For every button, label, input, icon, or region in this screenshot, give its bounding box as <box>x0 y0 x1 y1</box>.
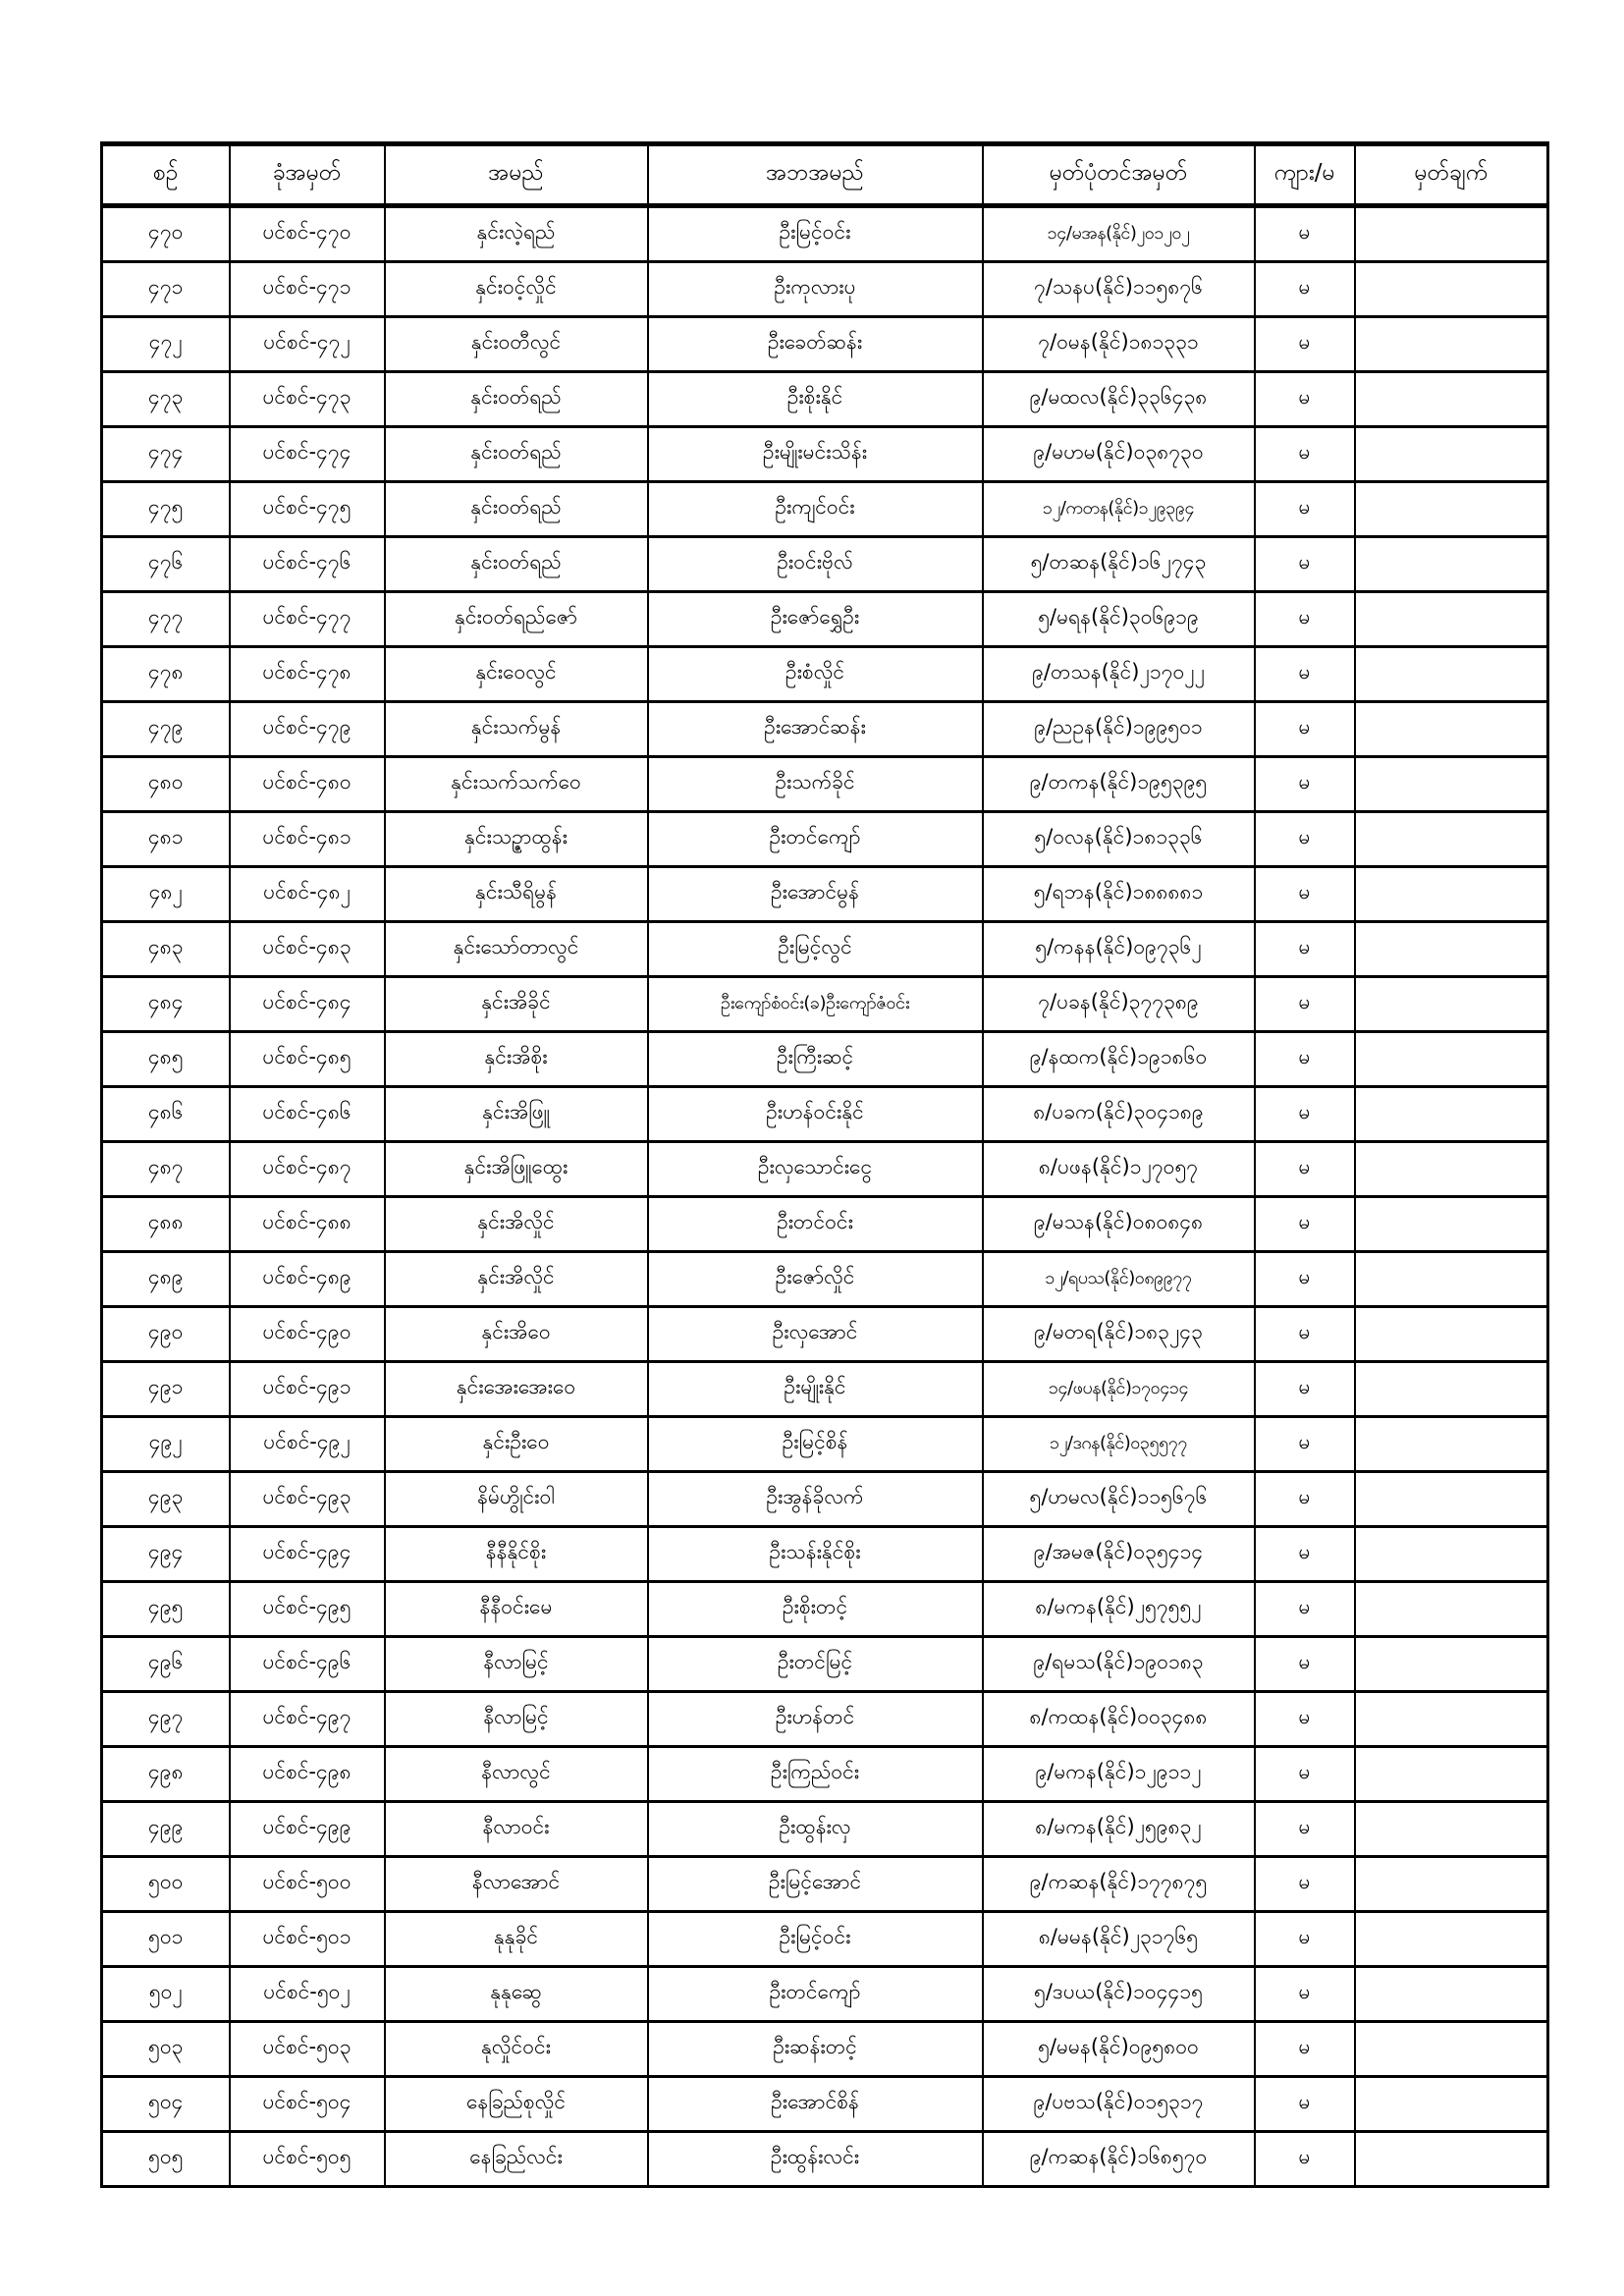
remark-cell <box>1355 537 1548 592</box>
serial-cell: ၄၇၂ <box>102 317 230 372</box>
nrc-number-cell: ၈/မမန(နိုင်)၂၃၁၇၆၅ <box>983 1912 1255 1967</box>
serial-cell: ၄၈၃ <box>102 922 230 977</box>
gender-cell: မ <box>1255 537 1355 592</box>
father-name-cell: ဦးဇော်လှိုင် <box>648 1252 983 1307</box>
remark-cell <box>1355 812 1548 867</box>
gender-cell: မ <box>1255 1362 1355 1417</box>
father-name-cell: ဦးတင်ဝင်း <box>648 1197 983 1252</box>
father-name-cell: ဦးလှသောင်းငွေ <box>648 1142 983 1197</box>
gender-cell: မ <box>1255 206 1355 262</box>
remark-cell <box>1355 1307 1548 1362</box>
remark-cell <box>1355 592 1548 647</box>
remark-cell <box>1355 647 1548 702</box>
table-row <box>102 1197 1548 1252</box>
serial-cell: ၄၇၉ <box>102 702 230 757</box>
nrc-number-cell: ၈/ပခက(နိုင်)၃၀၄၁၈၉ <box>983 1087 1255 1142</box>
table-row <box>102 427 1548 482</box>
nrc-number-cell: ၉/မသန(နိုင်)၀၈၀၈၄၈ <box>983 1197 1255 1252</box>
father-name-cell: ဦးဇော်ရွှေဦး <box>648 592 983 647</box>
roll-number-cell: ပင်စင်-၄၈၇ <box>230 1142 385 1197</box>
table-row <box>102 977 1548 1032</box>
table-row <box>102 1472 1548 1527</box>
gender-cell: မ <box>1255 1637 1355 1692</box>
header-father-name: အဘအမည် <box>648 144 983 206</box>
name-cell: နှင်းသက်မွန် <box>385 702 648 757</box>
remark-cell <box>1355 482 1548 537</box>
serial-cell: ၅၀၄ <box>102 2077 230 2132</box>
roll-number-cell: ပင်စင်-၄၉၃ <box>230 1472 385 1527</box>
gender-cell: မ <box>1255 1692 1355 1747</box>
father-name-cell: ဦးဆန်းတင့် <box>648 2022 983 2077</box>
nrc-number-cell: ၉/အမဇ(နိုင်)၀၃၅၄၁၄ <box>983 1527 1255 1582</box>
gender-cell: မ <box>1255 1582 1355 1637</box>
father-name-cell: ဦးထွန်းလင်း <box>648 2132 983 2187</box>
gender-cell: မ <box>1255 812 1355 867</box>
roll-number-cell: ပင်စင်-၄၉၉ <box>230 1802 385 1857</box>
remark-cell <box>1355 1637 1548 1692</box>
table-row <box>102 1087 1548 1142</box>
roll-number-cell: ပင်စင်-၄၉၄ <box>230 1527 385 1582</box>
remark-cell <box>1355 1362 1548 1417</box>
name-cell: နှင်းလဲ့ရည် <box>385 206 648 262</box>
nrc-number-cell: ၅/မရန(နိုင်)၃၀၆၉၁၉ <box>983 592 1255 647</box>
serial-cell: ၄၉၀ <box>102 1307 230 1362</box>
nrc-number-cell: ၉/မထလ(နိုင်)၃၃၆၄၃၈ <box>983 372 1255 427</box>
remark-cell <box>1355 262 1548 317</box>
nrc-number-cell: ၉/မကန(နိုင်)၁၂၉၁၁၂ <box>983 1747 1255 1802</box>
roll-number-cell: ပင်စင်-၅၀၂ <box>230 1967 385 2022</box>
serial-cell: ၅၀၁ <box>102 1912 230 1967</box>
table-row <box>102 1032 1548 1087</box>
table-row <box>102 1527 1548 1582</box>
table-row <box>102 1582 1548 1637</box>
name-cell: နှင်းအိဖြူထွေး <box>385 1142 648 1197</box>
nrc-number-cell: ၇/ဝမန(နိုင်)၁၈၁၃၃၁ <box>983 317 1255 372</box>
name-cell: နှင်းဝေလွင် <box>385 647 648 702</box>
header-remark: မှတ်ချက် <box>1355 144 1548 206</box>
name-cell: နုလှိုင်ဝင်း <box>385 2022 648 2077</box>
roll-number-cell: ပင်စင်-၄၉၁ <box>230 1362 385 1417</box>
father-name-cell: ဦးမြင့်ဝင်း <box>648 206 983 262</box>
roll-number-cell: ပင်စင်-၄၇၈ <box>230 647 385 702</box>
nrc-number-cell: ၅/မမန(နိုင်)၀၉၅၈၀၀ <box>983 2022 1255 2077</box>
roll-number-cell: ပင်စင်-၅၀၁ <box>230 1912 385 1967</box>
remark-cell <box>1355 1747 1548 1802</box>
name-cell: နုနုဆွေ <box>385 1967 648 2022</box>
table-row <box>102 482 1548 537</box>
roll-number-cell: ပင်စင်-၄၇၁ <box>230 262 385 317</box>
roll-number-cell: ပင်စင်-၄၉၆ <box>230 1637 385 1692</box>
father-name-cell: ဦးကြည်ဝင်း <box>648 1747 983 1802</box>
gender-cell: မ <box>1255 2077 1355 2132</box>
roll-number-cell: ပင်စင်-၄၇၂ <box>230 317 385 372</box>
father-name-cell: ဦးကြီးဆင့် <box>648 1032 983 1087</box>
name-cell: နှင်းဝတ်ရည် <box>385 537 648 592</box>
gender-cell: မ <box>1255 1417 1355 1472</box>
roll-number-cell: ပင်စင်-၄၇၉ <box>230 702 385 757</box>
remark-cell <box>1355 2077 1548 2132</box>
gender-cell: မ <box>1255 757 1355 812</box>
remark-cell <box>1355 867 1548 922</box>
father-name-cell: ဦးမြင့်စိန် <box>648 1417 983 1472</box>
name-cell: နှင်းသက်သက်ဝေ <box>385 757 648 812</box>
gender-cell: မ <box>1255 427 1355 482</box>
father-name-cell: ဦးစိုးတင့် <box>648 1582 983 1637</box>
name-cell: နှင်းသီရိမွန် <box>385 867 648 922</box>
roll-number-cell: ပင်စင်-၄၈၂ <box>230 867 385 922</box>
table-row <box>102 1857 1548 1912</box>
nrc-number-cell: ၈/မကန(နိုင်)၂၅၉၈၃၂ <box>983 1802 1255 1857</box>
serial-cell: ၄၉၉ <box>102 1802 230 1857</box>
name-cell: နှင်းဝတ်ရည် <box>385 427 648 482</box>
remark-cell <box>1355 1197 1548 1252</box>
serial-cell: ၄၇၁ <box>102 262 230 317</box>
serial-cell: ၄၉၈ <box>102 1747 230 1802</box>
roll-number-cell: ပင်စင်-၄၇၆ <box>230 537 385 592</box>
serial-cell: ၄၈၅ <box>102 1032 230 1087</box>
name-cell: နီလာမြင့် <box>385 1692 648 1747</box>
table-row <box>102 206 1548 262</box>
father-name-cell: ဦးသန်းနိုင်စိုး <box>648 1527 983 1582</box>
gender-cell: မ <box>1255 1912 1355 1967</box>
serial-cell: ၅၀၂ <box>102 1967 230 2022</box>
serial-cell: ၄၉၂ <box>102 1417 230 1472</box>
gender-cell: မ <box>1255 702 1355 757</box>
name-cell: နိမ်ဟွိုင်းဝါ <box>385 1472 648 1527</box>
gender-cell: မ <box>1255 317 1355 372</box>
nrc-number-cell: ၉/တသန(နိုင်)၂၁၇၀၂၂ <box>983 647 1255 702</box>
name-cell: နှင်းအိလှိုင် <box>385 1197 648 1252</box>
remark-cell <box>1355 1252 1548 1307</box>
serial-cell: ၄၉၃ <box>102 1472 230 1527</box>
gender-cell: မ <box>1255 2022 1355 2077</box>
header-serial: စဉ် <box>102 144 230 206</box>
name-cell: နှင်းအိလှိုင် <box>385 1252 648 1307</box>
nrc-number-cell: ၅/ဝလန(နိုင်)၁၈၁၃၃၆ <box>983 812 1255 867</box>
serial-cell: ၄၈၇ <box>102 1142 230 1197</box>
serial-cell: ၄၈၆ <box>102 1087 230 1142</box>
father-name-cell: ဦးအောင်မွန် <box>648 867 983 922</box>
father-name-cell: ဦးသက်ခိုင် <box>648 757 983 812</box>
name-cell: နှင်းဝတ်ရည် <box>385 482 648 537</box>
serial-cell: ၅၀၀ <box>102 1857 230 1912</box>
table-row <box>102 317 1548 372</box>
remark-cell <box>1355 1582 1548 1637</box>
header-nrc-number: မှတ်ပုံတင်အမှတ် <box>983 144 1255 206</box>
table-row <box>102 812 1548 867</box>
name-cell: နှင်းအိစိုး <box>385 1032 648 1087</box>
father-name-cell: ဦးဟန်တင် <box>648 1692 983 1747</box>
remark-cell <box>1355 1802 1548 1857</box>
roll-number-cell: ပင်စင်-၄၉၂ <box>230 1417 385 1472</box>
nrc-number-cell: ၈/မကန(နိုင်)၂၅၇၅၅၂ <box>983 1582 1255 1637</box>
father-name-cell: ဦးစိုးနိုင် <box>648 372 983 427</box>
roll-number-cell: ပင်စင်-၄၇၃ <box>230 372 385 427</box>
father-name-cell: ဦးမျိုးမင်းသိန်း <box>648 427 983 482</box>
table-row <box>102 2022 1548 2077</box>
remark-cell <box>1355 317 1548 372</box>
remark-cell <box>1355 427 1548 482</box>
nrc-number-cell: ၅/ဒပယ(နိုင်)၁၀၄၄၁၅ <box>983 1967 1255 2022</box>
roll-number-cell: ပင်စင်-၄၈၃ <box>230 922 385 977</box>
father-name-cell: ဦးတင်ကျော် <box>648 1967 983 2022</box>
name-cell: နီနီနိုင်စိုး <box>385 1527 648 1582</box>
remark-cell <box>1355 977 1548 1032</box>
nrc-number-cell: ၅/ရဘန(နိုင်)၁၈၈၈၈၁ <box>983 867 1255 922</box>
roll-number-cell: ပင်စင်-၅၀၄ <box>230 2077 385 2132</box>
remark-cell <box>1355 1692 1548 1747</box>
gender-cell: မ <box>1255 482 1355 537</box>
name-cell: နှင်းဦးဝေ <box>385 1417 648 1472</box>
remark-cell <box>1355 206 1548 262</box>
serial-cell: ၅၀၅ <box>102 2132 230 2187</box>
pension-roster-table <box>100 141 1549 2188</box>
remark-cell <box>1355 1967 1548 2022</box>
roll-number-cell: ပင်စင်-၄၈၁ <box>230 812 385 867</box>
nrc-number-cell: ၅/ဟမလ(နိုင်)၁၁၅၆၇၆ <box>983 1472 1255 1527</box>
nrc-number-cell: ၁၂/ကတန(နိုင်)၁၂၉၃၉၄ <box>983 482 1255 537</box>
table-row <box>102 702 1548 757</box>
father-name-cell: ဦးလှအောင် <box>648 1307 983 1362</box>
serial-cell: ၄၇၃ <box>102 372 230 427</box>
father-name-cell: ဦးကုလားပု <box>648 262 983 317</box>
roll-number-cell: ပင်စင်-၄၇၇ <box>230 592 385 647</box>
roll-number-cell: ပင်စင်-၄၈၆ <box>230 1087 385 1142</box>
father-name-cell: ဦးမြင့်လွင် <box>648 922 983 977</box>
remark-cell <box>1355 2022 1548 2077</box>
nrc-number-cell: ၁၂/ဒဂန(နိုင်)၀၃၅၅၇၇ <box>983 1417 1255 1472</box>
nrc-number-cell: ၉/မတရ(နိုင်)၁၈၃၂၄၃ <box>983 1307 1255 1362</box>
nrc-number-cell: ၉/နထက(နိုင်)၁၉၁၈၆၀ <box>983 1032 1255 1087</box>
nrc-number-cell: ၉/ရမသ(နိုင်)၁၉၀၁၈၃ <box>983 1637 1255 1692</box>
father-name-cell: ဦးမျိုးနိုင် <box>648 1362 983 1417</box>
remark-cell <box>1355 1417 1548 1472</box>
header-roll-number: ခုံအမှတ် <box>230 144 385 206</box>
name-cell: နှင်းအိခိုင် <box>385 977 648 1032</box>
table-header <box>102 144 1548 206</box>
gender-cell: မ <box>1255 1527 1355 1582</box>
name-cell: နှင်းသဉ္ဇာထွန်း <box>385 812 648 867</box>
remark-cell <box>1355 372 1548 427</box>
gender-cell: မ <box>1255 867 1355 922</box>
table-row <box>102 1252 1548 1307</box>
nrc-number-cell: ၁၂/ရပသ(နိုင်)၀၈၉၉၇၇ <box>983 1252 1255 1307</box>
father-name-cell: ဦးအောင်စိန် <box>648 2077 983 2132</box>
table-row <box>102 1307 1548 1362</box>
name-cell: နီနီဝင်းမေ <box>385 1582 648 1637</box>
nrc-number-cell: ၉/မဟမ(နိုင်)၀၃၈၇၃၀ <box>983 427 1255 482</box>
roll-number-cell: ပင်စင်-၄၈၄ <box>230 977 385 1032</box>
serial-cell: ၄၉၇ <box>102 1692 230 1747</box>
nrc-number-cell: ၅/တဆန(နိုင်)၁၆၂၇၄၃ <box>983 537 1255 592</box>
roll-number-cell: ပင်စင်-၄၇၅ <box>230 482 385 537</box>
name-cell: နီလာလွင် <box>385 1747 648 1802</box>
serial-cell: ၄၈၁ <box>102 812 230 867</box>
gender-cell: မ <box>1255 1252 1355 1307</box>
remark-cell <box>1355 702 1548 757</box>
header-gender: ကျား/မ <box>1255 144 1355 206</box>
remark-cell <box>1355 1032 1548 1087</box>
serial-cell: ၄၉၁ <box>102 1362 230 1417</box>
table-body <box>102 206 1548 2187</box>
gender-cell: မ <box>1255 2132 1355 2187</box>
remark-cell <box>1355 2132 1548 2187</box>
serial-cell: ၅၀၃ <box>102 2022 230 2077</box>
serial-cell: ၄၇၆ <box>102 537 230 592</box>
table-row <box>102 1912 1548 1967</box>
nrc-number-cell: ၇/ပခန(နိုင်)၃၇၇၃၈၉ <box>983 977 1255 1032</box>
name-cell: နုနုခိုင် <box>385 1912 648 1967</box>
name-cell: နှင်းအေးအေးဝေ <box>385 1362 648 1417</box>
father-name-cell: ဦးမြင့်ဝင်း <box>648 1912 983 1967</box>
table-row <box>102 1747 1548 1802</box>
table-row <box>102 867 1548 922</box>
nrc-number-cell: ၉/ညဥန(နိုင်)၁၉၉၅၀၁ <box>983 702 1255 757</box>
gender-cell: မ <box>1255 1967 1355 2022</box>
table-row <box>102 592 1548 647</box>
roll-number-cell: ပင်စင်-၄၉၀ <box>230 1307 385 1362</box>
name-cell: နှင်းဝတ်ရည် <box>385 372 648 427</box>
father-name-cell: ဦးမြင့်အောင် <box>648 1857 983 1912</box>
nrc-number-cell: ၅/ကနန(နိုင်)၀၉၇၃၆၂ <box>983 922 1255 977</box>
table-row <box>102 757 1548 812</box>
name-cell: နီလာဝင်း <box>385 1802 648 1857</box>
nrc-number-cell: ၉/တကန(နိုင်)၁၉၅၃၉၅ <box>983 757 1255 812</box>
serial-cell: ၄၉၄ <box>102 1527 230 1582</box>
roll-number-cell: ပင်စင်-၄၈၉ <box>230 1252 385 1307</box>
father-name-cell: ဦးကျော်စံဝင်း(ခ)ဦးကျော်ဇံဝင်း <box>648 977 983 1032</box>
table-row <box>102 1142 1548 1197</box>
gender-cell: မ <box>1255 592 1355 647</box>
roll-number-cell: ပင်စင်-၄၈၅ <box>230 1032 385 1087</box>
gender-cell: မ <box>1255 1197 1355 1252</box>
name-cell: နီလာအောင် <box>385 1857 648 1912</box>
serial-cell: ၄၈၈ <box>102 1197 230 1252</box>
father-name-cell: ဦးအွန်ခိုလက် <box>648 1472 983 1527</box>
serial-cell: ၄၇၅ <box>102 482 230 537</box>
serial-cell: ၄၈၄ <box>102 977 230 1032</box>
gender-cell: မ <box>1255 922 1355 977</box>
table-row <box>102 1802 1548 1857</box>
name-cell: နှင်းဝတီလွင် <box>385 317 648 372</box>
table-row <box>102 1417 1548 1472</box>
roll-number-cell: ပင်စင်-၅၀၅ <box>230 2132 385 2187</box>
name-cell: နှင်းအိဖြူ <box>385 1087 648 1142</box>
gender-cell: မ <box>1255 1307 1355 1362</box>
remark-cell <box>1355 757 1548 812</box>
gender-cell: မ <box>1255 372 1355 427</box>
gender-cell: မ <box>1255 647 1355 702</box>
gender-cell: မ <box>1255 1472 1355 1527</box>
table-row <box>102 647 1548 702</box>
gender-cell: မ <box>1255 1747 1355 1802</box>
father-name-cell: ဦးထွန်းလှ <box>648 1802 983 1857</box>
serial-cell: ၄၇၀ <box>102 206 230 262</box>
name-cell: နီလာမြင့် <box>385 1637 648 1692</box>
father-name-cell: ဦးဟန်ဝင်းနိုင် <box>648 1087 983 1142</box>
nrc-number-cell: ၉/ကဆန(နိုင်)၁၇၇၈၇၅ <box>983 1857 1255 1912</box>
father-name-cell: ဦးဝင်းဗိုလ် <box>648 537 983 592</box>
gender-cell: မ <box>1255 1032 1355 1087</box>
serial-cell: ၄၈၉ <box>102 1252 230 1307</box>
table-row <box>102 372 1548 427</box>
table-row <box>102 1637 1548 1692</box>
serial-cell: ၄၈၂ <box>102 867 230 922</box>
father-name-cell: ဦးအောင်ဆန်း <box>648 702 983 757</box>
gender-cell: မ <box>1255 977 1355 1032</box>
gender-cell: မ <box>1255 1857 1355 1912</box>
table-row <box>102 2077 1548 2132</box>
roll-number-cell: ပင်စင်-၄၇၀ <box>230 206 385 262</box>
serial-cell: ၄၈၀ <box>102 757 230 812</box>
name-cell: နှင်းသော်တာလွင် <box>385 922 648 977</box>
table-row <box>102 1692 1548 1747</box>
serial-cell: ၄၇၇ <box>102 592 230 647</box>
father-name-cell: ဦးတင်မြင့် <box>648 1637 983 1692</box>
nrc-number-cell: ၈/ကထန(နိုင်)၀၀၃၄၈၈ <box>983 1692 1255 1747</box>
father-name-cell: ဦးကျင်ဝင်း <box>648 482 983 537</box>
name-cell: နှင်းဝင့်လှိုင် <box>385 262 648 317</box>
gender-cell: မ <box>1255 1087 1355 1142</box>
nrc-number-cell: ၉/ကဆန(နိုင်)၁၆၈၅၇၀ <box>983 2132 1255 2187</box>
serial-cell: ၄၇၄ <box>102 427 230 482</box>
roll-number-cell: ပင်စင်-၄၉၅ <box>230 1582 385 1637</box>
roll-number-cell: ပင်စင်-၄၇၄ <box>230 427 385 482</box>
remark-cell <box>1355 922 1548 977</box>
nrc-number-cell: ၈/ပဖန(နိုင်)၁၂၇၀၅၇ <box>983 1142 1255 1197</box>
table-row <box>102 1967 1548 2022</box>
gender-cell: မ <box>1255 1142 1355 1197</box>
father-name-cell: ဦးခေတ်ဆန်း <box>648 317 983 372</box>
roll-number-cell: ပင်စင်-၅၀၀ <box>230 1857 385 1912</box>
serial-cell: ၄၉၅ <box>102 1582 230 1637</box>
remark-cell <box>1355 1142 1548 1197</box>
roll-number-cell: ပင်စင်-၄၉၈ <box>230 1747 385 1802</box>
serial-cell: ၄၉၆ <box>102 1637 230 1692</box>
roll-number-cell: ပင်စင်-၅၀၃ <box>230 2022 385 2077</box>
table-row <box>102 262 1548 317</box>
remark-cell <box>1355 1857 1548 1912</box>
roll-number-cell: ပင်စင်-၄၉၇ <box>230 1692 385 1747</box>
name-cell: နေခြည်စုလှိုင် <box>385 2077 648 2132</box>
serial-cell: ၄၇၈ <box>102 647 230 702</box>
nrc-number-cell: ၁၄/မအန(နိုင်)၂၀၁၂၀၂ <box>983 206 1255 262</box>
nrc-number-cell: ၇/သနပ(နိုင်)၁၁၅၈၇၆ <box>983 262 1255 317</box>
remark-cell <box>1355 1087 1548 1142</box>
remark-cell <box>1355 1527 1548 1582</box>
nrc-number-cell: ၁၄/ဖပန(နိုင်)၁၇၀၄၁၄ <box>983 1362 1255 1417</box>
gender-cell: မ <box>1255 1802 1355 1857</box>
roll-number-cell: ပင်စင်-၄၈၈ <box>230 1197 385 1252</box>
nrc-number-cell: ၉/ပဗသ(နိုင်)၀၁၅၃၁၇ <box>983 2077 1255 2132</box>
roll-number-cell: ပင်စင်-၄၈၀ <box>230 757 385 812</box>
name-cell: နှင်းဝတ်ရည်ဇော် <box>385 592 648 647</box>
table-row <box>102 1362 1548 1417</box>
header-name: အမည် <box>385 144 648 206</box>
table-row <box>102 537 1548 592</box>
remark-cell <box>1355 1472 1548 1527</box>
table-row <box>102 2132 1548 2187</box>
table-row <box>102 922 1548 977</box>
father-name-cell: ဦးတင်ကျော် <box>648 812 983 867</box>
remark-cell <box>1355 1912 1548 1967</box>
gender-cell: မ <box>1255 262 1355 317</box>
name-cell: နေခြည်လင်း <box>385 2132 648 2187</box>
name-cell: နှင်းအိဝေ <box>385 1307 648 1362</box>
father-name-cell: ဦးစံလှိုင် <box>648 647 983 702</box>
